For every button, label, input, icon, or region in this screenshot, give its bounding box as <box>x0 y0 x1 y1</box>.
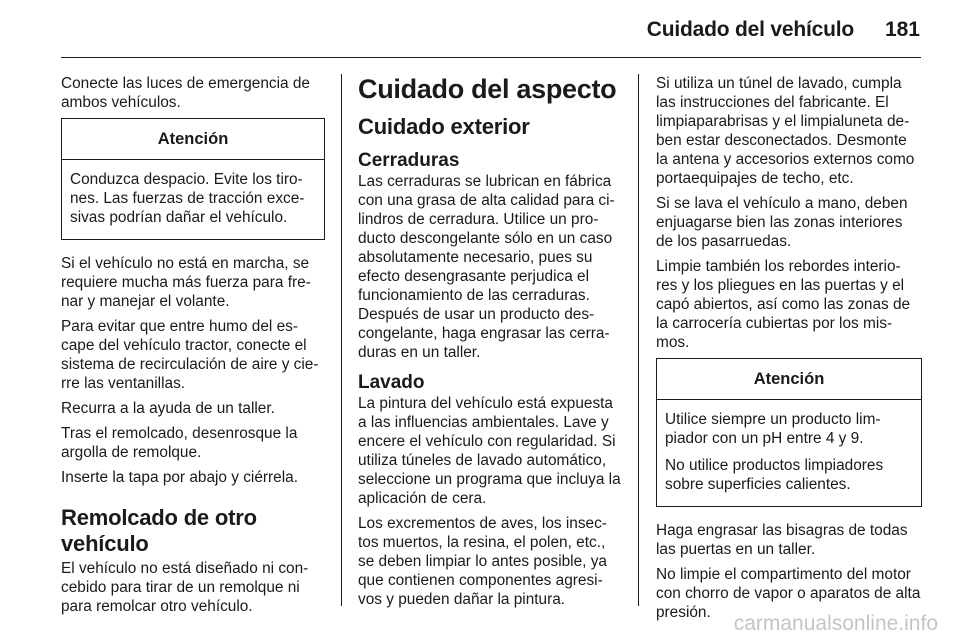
caution-box <box>656 358 922 507</box>
caution-text: No utilice productos limpiadores sobre superficies calientes. <box>665 457 884 493</box>
column-divider <box>638 74 639 606</box>
paragraph: La pintura del vehículo está expuesta a las influencias ambientales. Lave y encere el vehículo con regularidad. Si utiliza túneles de lavado automático, seleccione un programa que incluya la aplicación de cera. <box>358 395 621 507</box>
caution-box <box>61 118 325 240</box>
page-header-title: Cuidado del vehículo <box>646 18 854 41</box>
paragraph: Para evitar que entre humo del es- cape del vehículo tractor, conecte el sistema de recirculación de aire y cie- rre las ventanillas. <box>61 318 319 392</box>
paragraph: No limpie el compartimento del motor con chorro de vapor o aparatos de alta presión. <box>656 566 921 621</box>
column-middle <box>358 74 622 642</box>
paragraph: Si se lava el vehículo a mano, deben enjuagarse bien las zonas interiores de los pasarruedas. <box>656 195 908 250</box>
paragraph: Si el vehículo no está en marcha, se requiere mucha más fuerza para fre- nar y manejar el volante. <box>61 255 311 310</box>
caution-text: Utilice siempre un producto lim- piador con un pH entre 4 y 9. <box>665 411 881 447</box>
paragraph: Tras el remolcado, desenrosque la argolla de remolque. <box>61 425 298 461</box>
paragraph: Conecte las luces de emergencia de ambos vehículos. <box>61 75 310 111</box>
section-heading: Cuidado exterior <box>358 114 530 139</box>
caution-heading: Atención <box>657 359 921 400</box>
section-heading: Remolcado de otro vehículo <box>61 505 257 556</box>
paragraph: Inserte la tapa por abajo y ciérrela. <box>61 469 298 486</box>
chapter-heading: Cuidado del aspecto <box>358 74 617 104</box>
paragraph: Si utiliza un túnel de lavado, cumpla las instrucciones del fabricante. El limpiaparabrisas y el limpialuneta de- ben estar desconectados. Desmonte la antena y accesorios externos como portaequipajes de techo, etc. <box>656 75 915 187</box>
header-rule <box>61 57 921 58</box>
paragraph: Las cerraduras se lubrican en fábrica con una grasa de alta calidad para ci- lindros de cerradura. Utilice un pro- ducto descongelante sólo en un caso absolutamente necesario, pues su efecto desengrasante perjudica el funcionamiento de las cerraduras. Después de usar un producto des- congelante, haga engrasar las cerra- duras en un taller. <box>358 173 615 361</box>
paragraph: Limpie también los rebordes interio- res y los pliegues en las puertas y el capó abiertos, así como las zonas de la carrocería cubiertas por los mis- mos. <box>656 258 911 351</box>
page-number: 181 <box>884 18 920 41</box>
caution-heading: Atención <box>62 119 324 160</box>
paragraph: Recurra a la ayuda de un taller. <box>61 400 275 417</box>
watermark: carmanualsonline.info <box>733 612 938 635</box>
paragraph: Haga engrasar las bisagras de todas las puertas en un taller. <box>656 522 908 558</box>
column-left <box>61 74 325 642</box>
column-divider <box>341 74 342 606</box>
subsection-heading: Cerraduras <box>358 150 460 171</box>
paragraph: Los excrementos de aves, los insec- tos muertos, la resina, el polen, etc., se deben limpiar lo antes posible, ya que contienen componentes agresi- vos y pueden dañar la pintura. <box>358 515 607 608</box>
column-right <box>656 74 922 642</box>
subsection-heading: Lavado <box>358 372 425 393</box>
paragraph: El vehículo no está diseñado ni con- cebido para tirar de un remolque ni para remolcar otro vehículo. <box>61 560 309 615</box>
caution-text: Conduzca despacio. Evite los tiro- nes. Las fuerzas de tracción exce- sivas podrían dañar el vehículo. <box>70 171 305 226</box>
